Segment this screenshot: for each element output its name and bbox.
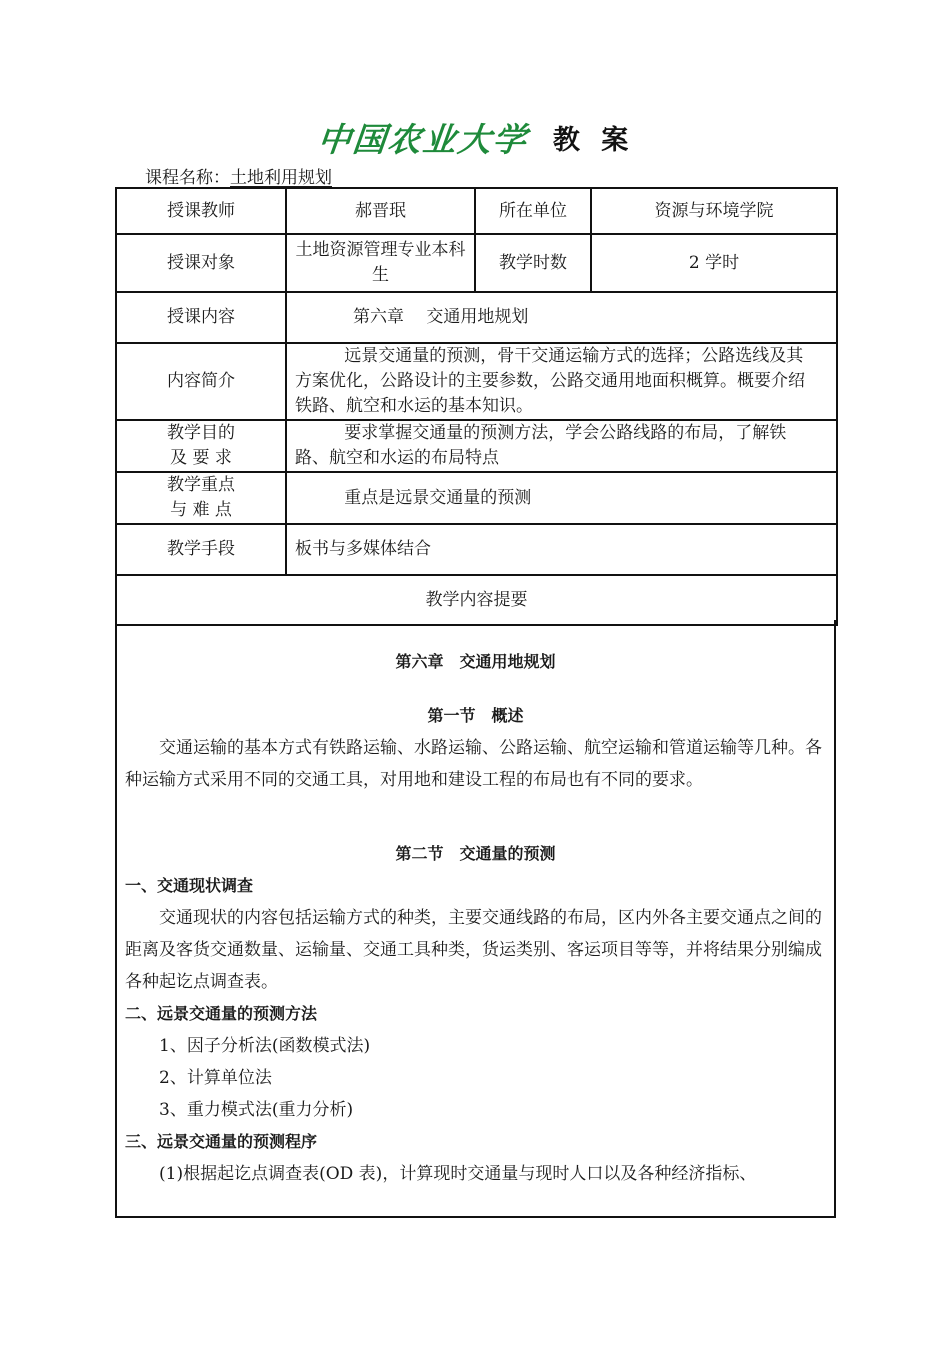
teacher-value: 郝晋珉 (286, 188, 475, 234)
means-label: 教学手段 (116, 524, 286, 575)
heading-2: 二、远景交通量的预测方法 (125, 1004, 318, 1023)
document-title: 教 案 (552, 125, 635, 156)
key-label-line-2: 与 难 点 (170, 500, 232, 520)
method-item: 1、因子分析法(函数模式法) (159, 1036, 371, 1056)
table-row (116, 234, 837, 292)
outline-label: 教学内容提要 (116, 575, 837, 625)
university-logo: 中国农业大学 (315, 120, 530, 159)
section-1-text: 交通运输的基本方式有铁路运输、水路运输、公路运输、航空运输和管道运输等几种。各种运输方式采用不同的交通工具，对用地和建设工程的布局也有不同的要求。 (125, 738, 822, 790)
table-row (116, 575, 837, 625)
section-1-title: 第一节 概述 (427, 706, 524, 725)
course-label: 课程名称： (145, 168, 230, 188)
course-name: 土地利用规划 (230, 168, 332, 188)
lesson-content (115, 620, 836, 1218)
summary-label: 内容简介 (116, 343, 286, 420)
goal-label-line-2: 及 要 求 (170, 448, 232, 468)
audience-value: 土地资源管理专业本科生 (286, 234, 475, 292)
table-row (116, 420, 837, 472)
heading-3-text: (1)根据起讫点调查表(OD 表)，计算现时交通量与现时人口以及各种经济指标、 (159, 1164, 757, 1184)
course-name-line (145, 163, 332, 188)
unit-label: 所在单位 (475, 188, 591, 234)
goal-label (116, 420, 286, 472)
table-row (116, 524, 837, 575)
lesson-info-table (115, 187, 838, 626)
section-2-title: 第二节 交通量的预测 (395, 844, 556, 863)
method-item: 2、计算单位法 (159, 1068, 272, 1088)
content-label: 授课内容 (116, 292, 286, 343)
summary-value: 远景交通量的预测，骨干交通运输方式的选择；公路选线及其方案优化，公路设计的主要参数，公路交通用地面积概算。概要介绍铁路、航空和水运的基本知识。 (286, 343, 837, 420)
content-value: 第六章 交通用地规划 (286, 292, 837, 343)
hours-label: 教学时数 (475, 234, 591, 292)
table-row (116, 292, 837, 343)
chapter-title: 第六章 交通用地规划 (395, 652, 556, 671)
heading-3: 三、远景交通量的预测程序 (125, 1132, 318, 1151)
audience-label: 授课对象 (116, 234, 286, 292)
teacher-label: 授课教师 (116, 188, 286, 234)
hours-value: 2 学时 (591, 234, 837, 292)
means-value: 板书与多媒体结合 (286, 524, 837, 575)
unit-value: 资源与环境学院 (591, 188, 837, 234)
heading-1-text: 交通现状的内容包括运输方式的种类，主要交通线路的布局，区内外各主要交通点之间的距离及客货交通数量、运输量、交通工具种类，货运类别、客运项目等等，并将结果分别编成各种起讫点调查表。 (125, 908, 822, 992)
heading-1: 一、交通现状调查 (125, 876, 254, 895)
goal-label-line-1: 教学目的 (167, 423, 235, 443)
header (0, 114, 952, 164)
method-item: 3、重力模式法(重力分析) (159, 1100, 354, 1120)
table-row (116, 343, 837, 420)
key-value: 重点是远景交通量的预测 (286, 472, 837, 524)
table-row (116, 472, 837, 524)
table-row (116, 188, 837, 234)
key-label-line-1: 教学重点 (167, 475, 235, 495)
key-label (116, 472, 286, 524)
goal-value: 要求掌握交通量的预测方法，学会公路线路的布局，了解铁路、航空和水运的布局特点 (286, 420, 837, 472)
